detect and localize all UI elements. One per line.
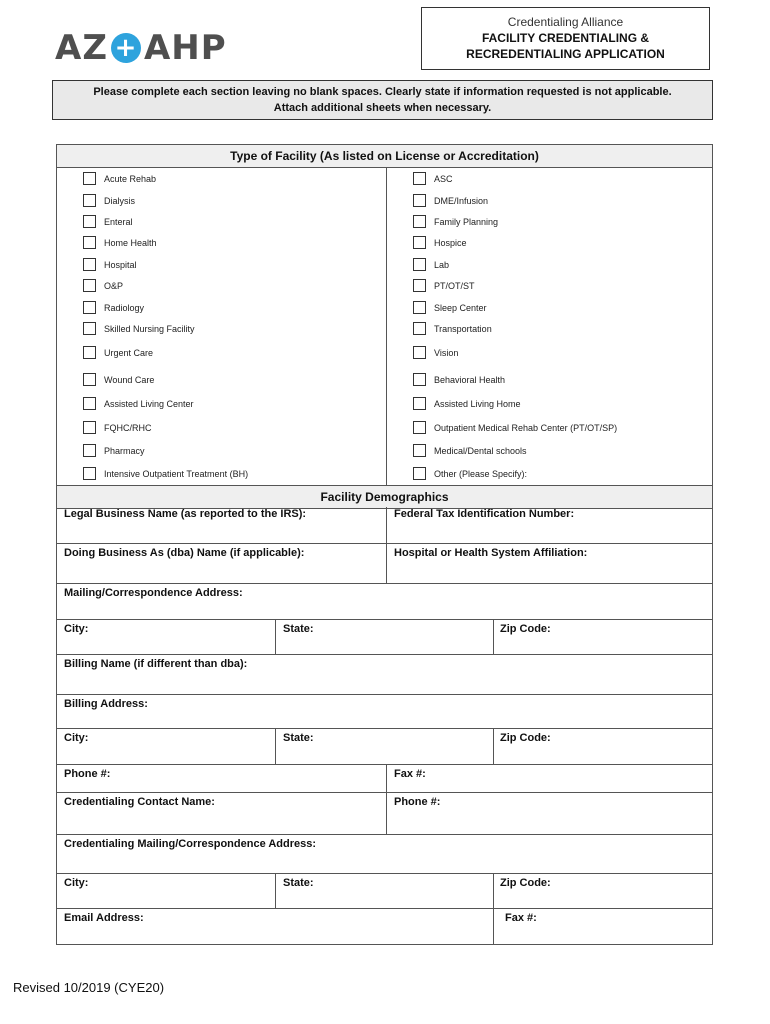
checkbox-label: Dialysis (104, 195, 136, 206)
divider (386, 764, 387, 834)
divider (57, 583, 712, 584)
checkbox-label: PT/OT/ST (434, 280, 475, 291)
checkbox-label: Outpatient Medical Rehab Center (PT/OT/SP) (434, 422, 618, 433)
divider (275, 619, 276, 654)
affiliation-label: Hospital or Health System Affiliation: (394, 547, 588, 559)
billing-zip-label: Zip Code: (500, 732, 551, 744)
checkbox-intensive-outpatient-treatment-bh[interactable] (83, 467, 248, 480)
checkbox-box[interactable] (83, 467, 96, 480)
checkbox-dme-infusion[interactable] (413, 194, 488, 207)
checkbox-box[interactable] (83, 301, 96, 314)
checkbox-box[interactable] (413, 215, 426, 228)
billing-address-label: Billing Address: (64, 698, 148, 710)
divider (57, 792, 712, 793)
checkbox-asc[interactable] (413, 172, 453, 185)
cred-contact-label: Credentialing Contact Name: (64, 796, 215, 808)
checkbox-box[interactable] (83, 194, 96, 207)
cred-phone-label: Phone #: (394, 796, 441, 808)
cred-state-label: State: (283, 877, 314, 889)
checkbox-family-planning[interactable] (413, 215, 498, 228)
checkbox-vision[interactable] (413, 346, 458, 359)
checkbox-label: Assisted Living Center (104, 398, 194, 409)
checkbox-label: Hospital (104, 259, 137, 270)
cred-city-label: City: (64, 877, 89, 889)
checkbox-hospice[interactable] (413, 236, 467, 249)
checkbox-box[interactable] (413, 346, 426, 359)
title-box (421, 7, 710, 70)
legal-name-label: Legal Business Name (as reported to the IRS): (64, 508, 307, 520)
checkbox-box[interactable] (413, 397, 426, 410)
checkbox-label: Vision (434, 347, 459, 358)
divider (493, 728, 494, 764)
instructions-line2: Attach additional sheets when necessary. (273, 102, 492, 114)
divider (57, 834, 712, 835)
checkbox-box[interactable] (83, 397, 96, 410)
checkbox-label: DME/Infusion (434, 195, 489, 206)
divider (57, 619, 712, 620)
cred-fax-label: Fax #: (505, 912, 537, 924)
checkbox-assisted-living-center[interactable] (83, 397, 194, 410)
checkbox-assisted-living-home[interactable] (413, 397, 521, 410)
checkbox-label: Medical/Dental schools (434, 445, 527, 456)
checkbox-box[interactable] (413, 301, 426, 314)
divider (57, 694, 712, 695)
checkbox-label: Intensive Outpatient Treatment (BH) (104, 468, 249, 479)
checkbox-lab[interactable] (413, 258, 449, 271)
billing-city-label: City: (64, 732, 89, 744)
checkbox-label: Transportation (434, 323, 492, 334)
dba-label: Doing Business As (dba) Name (if applicable): (64, 547, 305, 559)
checkbox-box[interactable] (83, 373, 96, 386)
checkbox-urgent-care[interactable] (83, 346, 153, 359)
checkbox-transportation[interactable] (413, 322, 492, 335)
cred-zip-label: Zip Code: (500, 877, 551, 889)
divider (275, 873, 276, 908)
checkbox-box[interactable] (83, 421, 96, 434)
checkbox-box[interactable] (413, 258, 426, 271)
city-label: City: (64, 623, 89, 635)
checkbox-label: Other (Please Specify): (434, 468, 528, 479)
checkbox-label: Skilled Nursing Facility (104, 323, 195, 334)
instructions-banner (52, 80, 713, 120)
fax-label: Fax #: (394, 768, 426, 780)
checkbox-label: Family Planning (434, 216, 499, 227)
column-divider (386, 167, 387, 485)
checkbox-box[interactable] (83, 444, 96, 457)
phone-label: Phone #: (64, 768, 111, 780)
checkbox-box[interactable] (83, 172, 96, 185)
checkbox-box[interactable] (413, 172, 426, 185)
divider (57, 764, 712, 765)
checkbox-pt-ot-st[interactable] (413, 279, 475, 292)
divider (493, 619, 494, 654)
checkbox-box[interactable] (413, 236, 426, 249)
checkbox-pharmacy[interactable] (83, 444, 145, 457)
checkbox-box[interactable] (413, 194, 426, 207)
checkbox-hospital[interactable] (83, 258, 137, 271)
checkbox-radiology[interactable] (83, 301, 144, 314)
checkbox-label: Urgent Care (104, 347, 154, 358)
checkbox-box[interactable] (413, 322, 426, 335)
checkbox-label: Home Health (104, 237, 157, 248)
divider (386, 507, 387, 583)
checkbox-enteral[interactable] (83, 215, 133, 228)
instructions-line1: Please complete each section leaving no blank spaces. Clearly state if information requested is not applicable. (93, 86, 672, 98)
checkbox-box[interactable] (83, 279, 96, 292)
state-label: State: (283, 623, 314, 635)
azahp-logo (55, 28, 227, 68)
checkbox-wound-care[interactable] (83, 373, 154, 386)
logo-plus-icon: + (111, 33, 141, 63)
checkbox-box[interactable] (83, 236, 96, 249)
checkbox-label: Pharmacy (104, 445, 145, 456)
billing-state-label: State: (283, 732, 314, 744)
checkbox-label: Assisted Living Home (434, 398, 521, 409)
demographics-heading: Facility Demographics (57, 485, 712, 509)
checkbox-behavioral-health[interactable] (413, 373, 505, 386)
checkbox-label: Radiology (104, 302, 145, 313)
checkbox-box[interactable] (83, 322, 96, 335)
email-label: Email Address: (64, 912, 144, 924)
divider (57, 543, 712, 544)
checkbox-box[interactable] (413, 421, 426, 434)
checkbox-label: FQHC/RHC (104, 422, 152, 433)
divider (493, 873, 494, 945)
divider (57, 728, 712, 729)
checkbox-home-health[interactable] (83, 236, 157, 249)
checkbox-box[interactable] (83, 346, 96, 359)
divider (57, 654, 712, 655)
billing-name-label: Billing Name (if different than dba): (64, 658, 248, 670)
title-line3: RECREDENTIALING APPLICATION (466, 47, 665, 61)
title-line2: FACILITY CREDENTIALING & (481, 31, 650, 45)
checkbox-box[interactable] (83, 215, 96, 228)
title-line1: Credentialing Alliance (507, 15, 624, 29)
checkbox-other-please-specify[interactable] (413, 467, 527, 480)
checkbox-label: Acute Rehab (104, 173, 157, 184)
divider (57, 873, 712, 874)
checkbox-box[interactable] (83, 258, 96, 271)
checkbox-box[interactable] (413, 467, 426, 480)
checkbox-label: Hospice (434, 237, 467, 248)
checkbox-sleep-center[interactable] (413, 301, 487, 314)
divider (57, 908, 712, 909)
checkbox-fqhc-rhc[interactable] (83, 421, 152, 434)
checkbox-dialysis[interactable] (83, 194, 135, 207)
checkbox-box[interactable] (413, 373, 426, 386)
facility-type-heading: Type of Facility (As listed on License or Accreditation) (57, 145, 712, 168)
checkbox-label: Wound Care (104, 374, 155, 385)
checkbox-label: O&P (104, 280, 124, 291)
cred-mailing-label: Credentialing Mailing/Correspondence Address: (64, 838, 317, 850)
checkbox-label: Lab (434, 259, 450, 270)
logo-text-az: AZ (55, 28, 108, 68)
checkbox-box[interactable] (413, 444, 426, 457)
checkbox-label: Sleep Center (434, 302, 487, 313)
checkbox-skilled-nursing-facility[interactable] (83, 322, 195, 335)
logo-text-ahp: AHP (143, 28, 227, 68)
checkbox-label: ASC (434, 173, 453, 184)
tax-id-label: Federal Tax Identification Number: (394, 508, 575, 520)
checkbox-box[interactable] (413, 279, 426, 292)
checkbox-label: Behavioral Health (434, 374, 506, 385)
mailing-address-label: Mailing/Correspondence Address: (64, 587, 243, 599)
application-form (56, 144, 713, 945)
zip-label: Zip Code: (500, 623, 551, 635)
checkbox-acute-rehab[interactable] (83, 172, 156, 185)
revision-footer: Revised 10/2019 (CYE20) (13, 980, 165, 995)
checkbox-o-p[interactable] (83, 279, 123, 292)
checkbox-label: Enteral (104, 216, 133, 227)
checkbox-medical-dental-schools[interactable] (413, 444, 527, 457)
checkbox-outpatient-medical-rehab-center-pt-ot-sp[interactable] (413, 421, 617, 434)
divider (275, 728, 276, 764)
